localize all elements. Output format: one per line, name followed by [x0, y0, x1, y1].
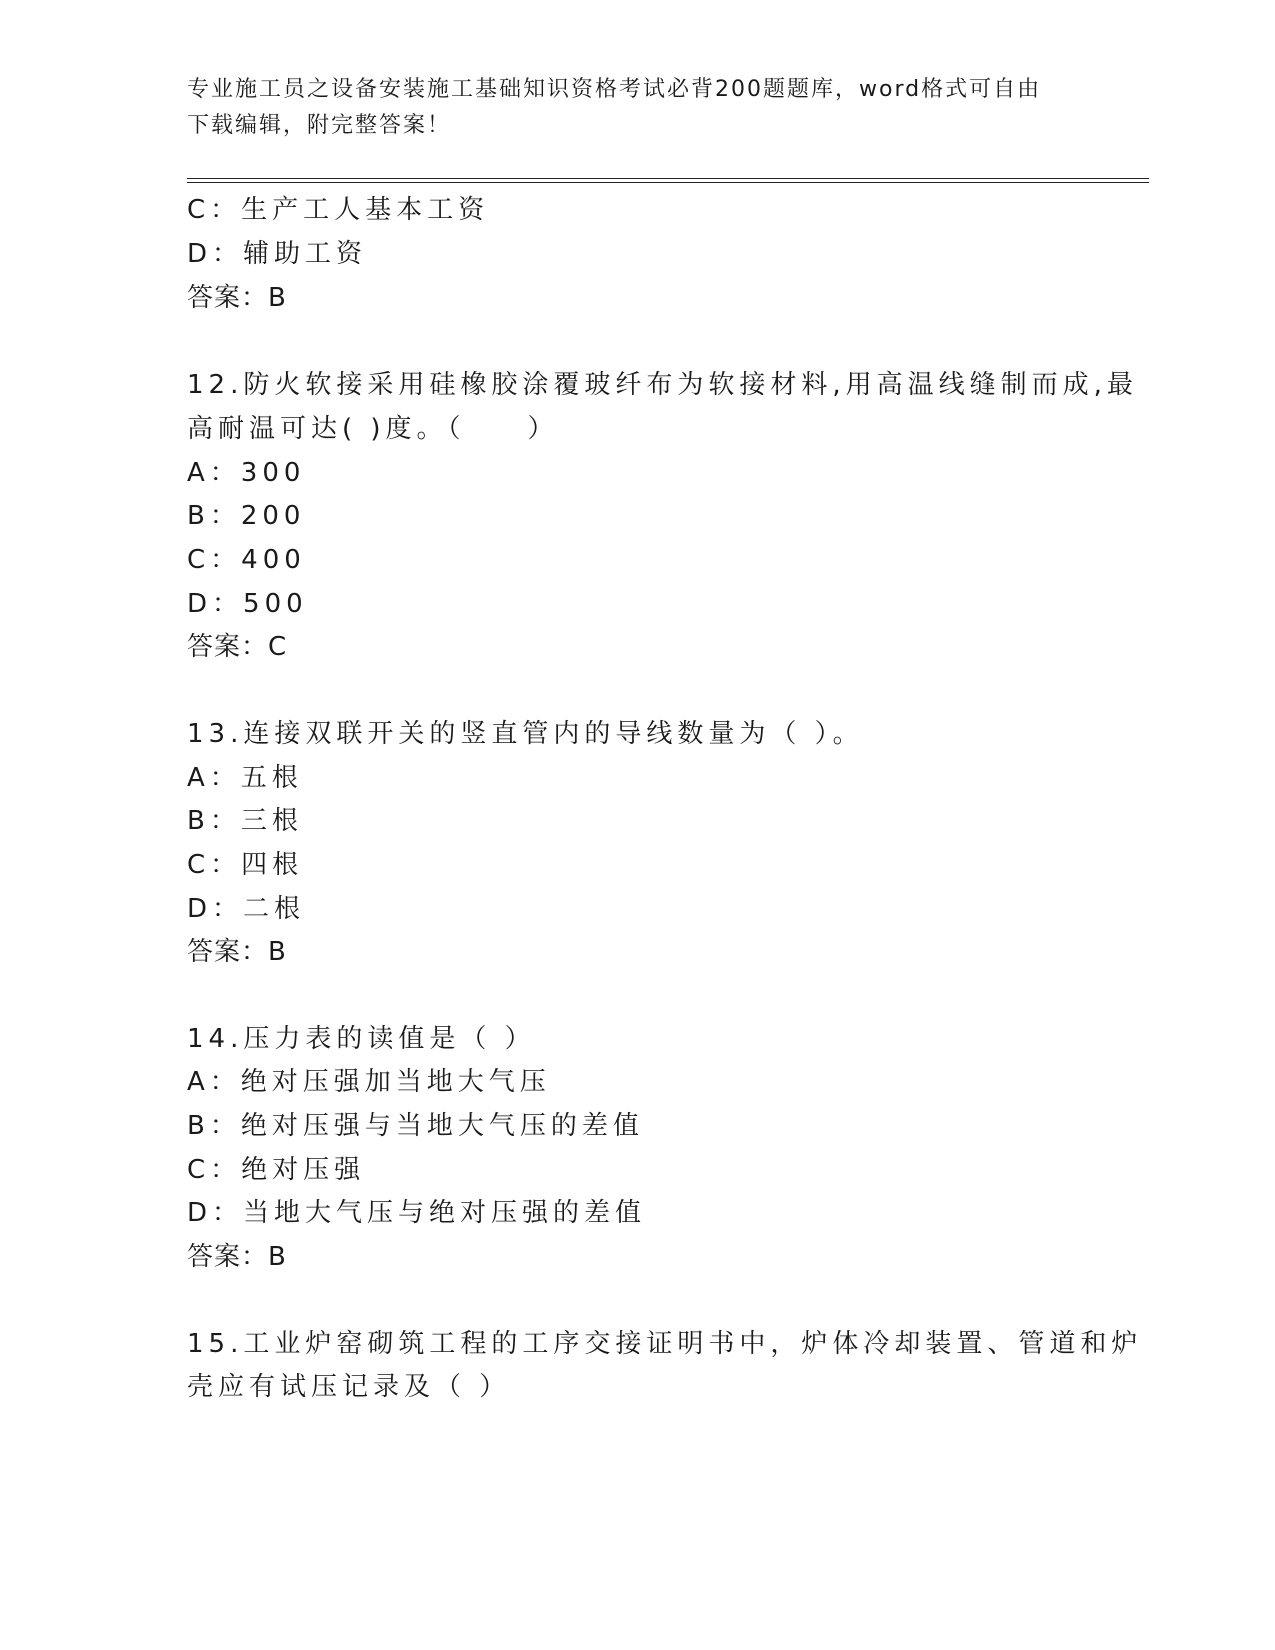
q12-stem-line-1: 12.防火软接采用硅橡胶涂覆玻纤布为软接材料,用高温线缝制而成,最 — [187, 370, 1138, 400]
answer-value: B — [268, 1242, 287, 1272]
q12-option-c: C：400 — [187, 545, 306, 575]
q13-option-d: D：二根 — [187, 894, 306, 924]
q11-option-d: D：辅助工资 — [187, 239, 368, 269]
q15-stem-line-1: 15.工业炉窑砌筑工程的工序交接证明书中，炉体冷却装置、管道和炉 — [187, 1329, 1143, 1359]
q14-answer — [187, 1240, 287, 1274]
answer-value: B — [268, 283, 287, 313]
q12-answer — [187, 630, 287, 664]
answer-label: 答案： — [187, 1242, 269, 1272]
q13-option-b: B：三根 — [187, 806, 303, 836]
header-line-2: 下载编辑，附完整答案！ — [187, 113, 452, 138]
q11-answer — [187, 281, 287, 315]
q12-option-a: A：300 — [187, 458, 306, 488]
q14-option-c: C：绝对压强 — [187, 1155, 366, 1185]
q12-option-d: D：500 — [187, 589, 308, 619]
q14-option-b: B：绝对压强与当地大气压的差值 — [187, 1111, 644, 1141]
q14-option-a: A：绝对压强加当地大气压 — [187, 1067, 551, 1097]
q12-option-b: B：200 — [187, 501, 306, 531]
q13-answer — [187, 935, 287, 969]
answer-label: 答案： — [187, 283, 269, 313]
answer-value: C — [268, 632, 288, 662]
answer-label: 答案： — [187, 937, 269, 967]
header-line-1: 专业施工员之设备安装施工基础知识资格考试必背200题题库，word格式可自由 — [187, 77, 1042, 102]
q13-option-a: A：五根 — [187, 763, 303, 793]
q15-stem-line-2: 壳应有试压记录及（ ） — [187, 1372, 511, 1402]
q14-option-d: D：当地大气压与绝对压强的差值 — [187, 1198, 647, 1228]
answer-label: 答案： — [187, 632, 269, 662]
header-divider-bottom — [187, 182, 1149, 183]
q13-option-c: C：四根 — [187, 850, 304, 880]
q13-stem: 13.连接双联开关的竖直管内的导线数量为（ ）。 — [187, 719, 864, 749]
q12-stem-line-2: 高耐温可达( )度。（ ） — [187, 414, 559, 444]
q11-option-c: C：生产工人基本工资 — [187, 195, 490, 225]
header-divider-top — [187, 178, 1149, 179]
document-header — [187, 72, 1067, 144]
answer-value: B — [268, 937, 287, 967]
q14-stem: 14.压力表的读值是（ ） — [187, 1024, 536, 1054]
